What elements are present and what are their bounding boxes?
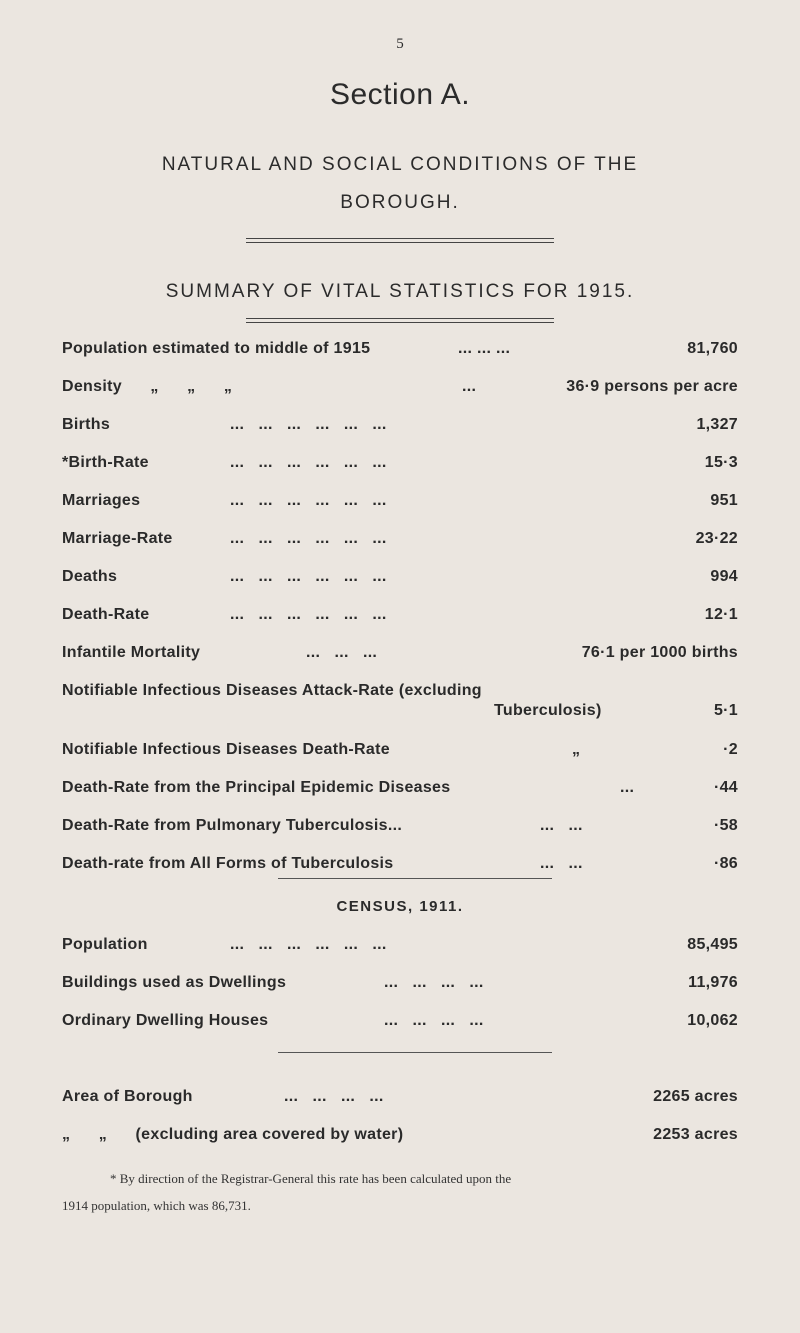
stat-label: Notifiable Infectious Diseases Death-Rate (62, 741, 390, 758)
stat-value: ·58 (713, 817, 738, 834)
stat-label: Ordinary Dwelling Houses (62, 1012, 269, 1029)
stat-value: 11,976 (688, 974, 738, 991)
stat-value: 15·3 (704, 454, 738, 471)
stat-row-all-tb-death-rate (62, 851, 738, 877)
census-row-population (62, 932, 738, 958)
stat-label: Marriages (62, 492, 141, 509)
footnote-line-2: 1914 population, which was 86,731. (62, 1198, 251, 1213)
stat-value: 23·22 (695, 530, 738, 547)
main-heading-line-2: BOROUGH. (340, 192, 460, 213)
leader-dots: ... ... ... ... ... ... (230, 492, 387, 509)
stat-row-population (62, 336, 738, 362)
stat-label: „ „ (excluding area covered by water) (62, 1126, 404, 1143)
stat-label: Marriage-Rate (62, 530, 173, 547)
stat-label: Population estimated to middle of 1915 (62, 340, 371, 357)
leader-dots: ... ... ... ... ... ... (230, 568, 387, 585)
stat-value: 1,327 (696, 416, 738, 433)
leader-dots: ... ... ... ... ... ... (230, 454, 387, 471)
main-heading-line-1: NATURAL AND SOCIAL CONDITIONS OF THE (161, 154, 639, 175)
stat-value: 81,760 (687, 340, 738, 357)
leader-dots: ... ... ... (458, 340, 511, 357)
stat-row-death-rate (62, 602, 738, 628)
stat-row-epidemic-death-rate (62, 775, 738, 801)
stat-value: 10,062 (687, 1012, 738, 1029)
leader-dots: ... (462, 378, 477, 395)
stat-value: 5·1 (713, 702, 738, 719)
stat-row-marriage-rate (62, 526, 738, 552)
footnote-line-1: * By direction of the Registrar-General this rate has been calculated upon the (110, 1171, 512, 1186)
leader-dots: ... ... ... ... (284, 1088, 384, 1105)
double-rule-top (246, 238, 554, 243)
separator-rule-2 (278, 1052, 552, 1053)
stat-label: Population (62, 936, 148, 953)
stat-label: Deaths (62, 568, 118, 585)
stat-value: ·2 (723, 741, 738, 758)
stat-value: ·44 (713, 779, 738, 796)
stat-row-infectious-death-rate (62, 737, 738, 763)
stat-value: 994 (710, 568, 738, 585)
stat-label: Births (62, 416, 111, 433)
leader-dots: ... ... (540, 817, 583, 834)
stat-value: 2253 acres (653, 1126, 738, 1143)
leader-dots: ... ... ... ... (384, 974, 484, 991)
stat-value: 951 (710, 492, 738, 509)
section-title: Section A. (329, 78, 471, 111)
stat-row-births (62, 412, 738, 438)
double-rule-bottom (246, 318, 554, 323)
leader-dots: ... ... ... ... ... ... (230, 416, 387, 433)
stat-label: Notifiable Infectious Diseases Attack-Rate (excluding (62, 682, 482, 699)
census-row-buildings (62, 970, 738, 996)
stat-label: Area of Borough (62, 1088, 193, 1105)
leader-dots: ... (620, 779, 635, 796)
leader-dots: ... ... ... (306, 644, 378, 661)
stat-row-attack-rate-cont (62, 698, 738, 724)
leader-dots: ... ... ... ... ... ... (230, 606, 387, 623)
page-number: 5 (396, 36, 404, 52)
stat-row-density (62, 374, 738, 400)
summary-title: SUMMARY OF VITAL STATISTICS FOR 1915. (165, 281, 635, 302)
stat-row-birth-rate (62, 450, 738, 476)
stat-value: 85,495 (687, 936, 738, 953)
stat-row-marriages (62, 488, 738, 514)
area-row-excluding-water (62, 1122, 738, 1148)
leader-dots: ... ... ... ... (384, 1012, 484, 1029)
stat-label: Buildings used as Dwellings (62, 974, 287, 991)
stat-label: *Birth-Rate (62, 454, 149, 471)
stat-label: Density „ „ „ (62, 378, 233, 395)
leader-dots: ... ... (540, 855, 583, 872)
stat-value: ·86 (713, 855, 738, 872)
footnote (62, 1165, 738, 1219)
ditto-mark: „ (572, 741, 581, 758)
stat-value: 2265 acres (653, 1088, 738, 1105)
stat-label: Infantile Mortality (62, 644, 201, 661)
stat-row-infantile-mortality (62, 640, 738, 666)
leader-dots: ... ... ... ... ... ... (230, 936, 387, 953)
stat-label: Death-Rate (62, 606, 150, 623)
stat-row-deaths (62, 564, 738, 590)
stat-label: Death-Rate from Pulmonary Tuberculosis... (62, 817, 403, 834)
census-title: CENSUS, 1911. (336, 898, 464, 915)
stat-label: Death-Rate from the Principal Epidemic Diseases (62, 779, 451, 796)
leader-dots: ... ... ... ... ... ... (230, 530, 387, 547)
stat-label-continued: Tuberculosis) (494, 702, 602, 719)
stat-value: 76·1 per 1000 births (581, 644, 738, 661)
census-row-dwelling-houses (62, 1008, 738, 1034)
stat-label: Death-rate from All Forms of Tuberculosis (62, 855, 394, 872)
area-row-borough (62, 1084, 738, 1110)
stat-row-pulmonary-tb-death-rate (62, 813, 738, 839)
separator-rule-1 (278, 878, 552, 879)
stat-value: 36·9 persons per acre (566, 378, 738, 395)
main-heading (60, 146, 740, 222)
stat-value: 12·1 (704, 606, 738, 623)
